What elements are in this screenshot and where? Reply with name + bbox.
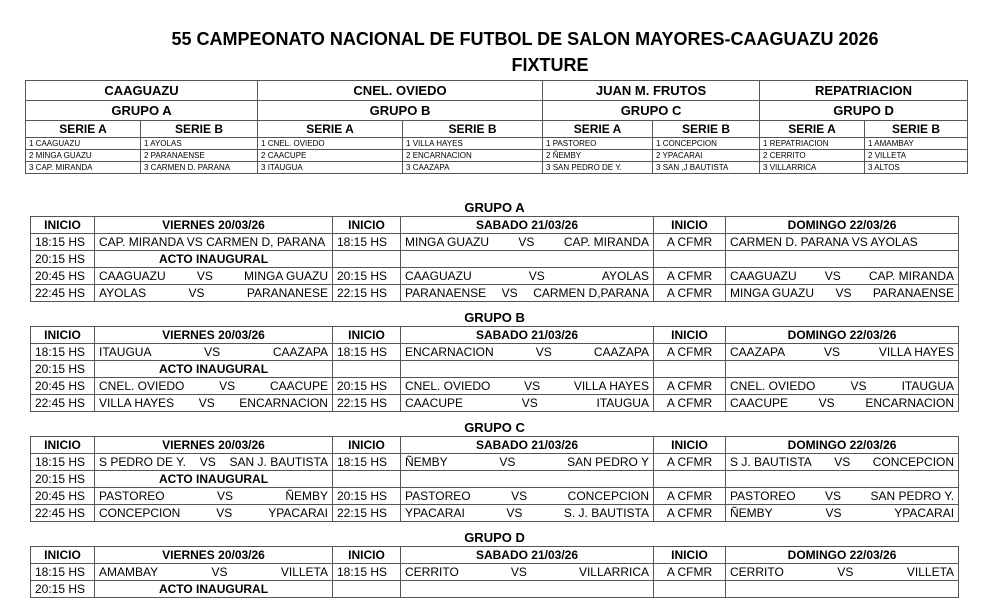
- team-cell: 3 ITAUGUA: [258, 162, 403, 174]
- time-cell: 18:15 HS: [31, 344, 95, 361]
- inicio-header: INICIO: [31, 217, 95, 234]
- home-team: CAACUPE: [405, 396, 464, 410]
- time-cell: 22:15 HS: [333, 505, 401, 522]
- team-cell: 2 CAACUPE: [258, 150, 403, 162]
- vs-label: VS: [834, 455, 851, 469]
- saturday-match: [401, 234, 654, 251]
- friday-match: [95, 454, 333, 471]
- group-title: GRUPO A: [31, 199, 959, 217]
- home-team: PASTOREO: [405, 489, 471, 503]
- saturday-match: [401, 395, 654, 412]
- team-cell: 2 YPACARAI: [653, 150, 760, 162]
- empty-cell: [401, 581, 654, 598]
- empty-cell: [726, 251, 959, 268]
- time-cell: A CFMR: [654, 395, 726, 412]
- away-team: ÑEMBY: [285, 489, 328, 503]
- team-cell: 1 AYOLAS: [141, 138, 258, 150]
- home-team: MINGA GUAZU: [405, 235, 490, 249]
- home-team: CAAGUAZU: [405, 269, 472, 283]
- viernes-header: VIERNES 20/03/26: [95, 437, 333, 454]
- match-teams: [99, 489, 328, 503]
- sunday-match: [726, 454, 959, 471]
- match-teams: [99, 396, 328, 410]
- empty-cell: [726, 361, 959, 378]
- saturday-match: [401, 285, 654, 302]
- acto-inaugural: ACTO INAUGURAL: [95, 361, 333, 378]
- time-cell: 20:45 HS: [31, 488, 95, 505]
- team-cell: 2 MINGA GUAZU: [26, 150, 141, 162]
- match-teams: [730, 379, 954, 393]
- inicio-header: INICIO: [333, 327, 401, 344]
- saturday-match: [401, 378, 654, 395]
- match-teams: [99, 565, 328, 579]
- time-cell: A CFMR: [654, 344, 726, 361]
- time-cell: A CFMR: [654, 454, 726, 471]
- home-team: AYOLAS: [99, 286, 147, 300]
- sunday-match: [726, 564, 959, 581]
- friday-match: [95, 564, 333, 581]
- vs-label: VS: [825, 489, 842, 503]
- serie-a-label: SERIE A: [26, 121, 141, 138]
- match-teams: [730, 269, 954, 283]
- team-cell: 1 CAAGUAZU: [26, 138, 141, 150]
- match-teams: [99, 286, 328, 300]
- match-teams: [405, 235, 649, 249]
- team-cell: 1 PASTOREO: [543, 138, 653, 150]
- sede-caaguazu: CAAGUAZU: [26, 81, 258, 101]
- inicio-header: INICIO: [31, 437, 95, 454]
- inicio-header: INICIO: [333, 217, 401, 234]
- vs-label: VS: [824, 269, 841, 283]
- vs-label: VS: [199, 455, 216, 469]
- away-team: CONCEPCION: [872, 455, 955, 469]
- away-team: SAN PEDRO Y: [567, 455, 649, 469]
- vs-label: VS: [511, 489, 528, 503]
- time-cell: 22:45 HS: [31, 505, 95, 522]
- empty-cell: [333, 471, 401, 488]
- vs-label: VS: [216, 489, 233, 503]
- team-cell: 3 ALTOS: [865, 162, 968, 174]
- time-cell: A CFMR: [654, 285, 726, 302]
- team-cell: 3 SAN ,J BAUTISTA: [653, 162, 760, 174]
- home-team: S PEDRO DE Y.: [99, 455, 186, 469]
- vs-label: VS: [825, 506, 842, 520]
- match-row: [31, 471, 959, 488]
- match-teams: [99, 345, 328, 359]
- home-team: PASTOREO: [99, 489, 165, 503]
- sunday-match: [726, 378, 959, 395]
- home-team: S J. BAUTISTA: [730, 455, 812, 469]
- friday-match: [95, 268, 333, 285]
- away-team: S. J. BAUTISTA: [563, 506, 649, 520]
- page-subtitle: FIXTURE: [511, 55, 589, 75]
- viernes-header: VIERNES 20/03/26: [95, 547, 333, 564]
- saturday-match: [401, 505, 654, 522]
- acto-inaugural: ACTO INAUGURAL: [95, 471, 333, 488]
- time-cell: 18:15 HS: [31, 454, 95, 471]
- vs-label: VS: [824, 345, 841, 359]
- away-team: CARMEN D,PARANA: [533, 286, 649, 300]
- home-team: YPACARAI: [405, 506, 465, 520]
- inicio-header: INICIO: [654, 437, 726, 454]
- vs-label: VS: [835, 286, 852, 300]
- home-team: CERRITO: [730, 565, 784, 579]
- empty-cell: [333, 581, 401, 598]
- home-team: PASTOREO: [730, 489, 796, 503]
- friday-match: [95, 488, 333, 505]
- time-cell: 22:15 HS: [333, 395, 401, 412]
- match-row: [31, 564, 959, 581]
- team-cell: 2 ÑEMBY: [543, 150, 653, 162]
- home-team: MINGA GUAZU: [730, 286, 815, 300]
- empty-cell: [654, 251, 726, 268]
- team-cell: 1 CONCEPCION: [653, 138, 760, 150]
- time-cell: 20:15 HS: [333, 378, 401, 395]
- vs-label: VS: [850, 379, 867, 393]
- grupo-c-label: GRUPO C: [543, 101, 760, 121]
- match-text: CAP. MIRANDA VS CARMEN D, PARANA: [99, 235, 326, 249]
- empty-cell: [401, 251, 654, 268]
- vs-label: VS: [211, 565, 228, 579]
- inicio-header: INICIO: [333, 547, 401, 564]
- team-cell: 2 CERRITO: [760, 150, 865, 162]
- inicio-header: INICIO: [654, 327, 726, 344]
- vs-label: VS: [510, 565, 527, 579]
- saturday-match: [401, 488, 654, 505]
- vs-label: VS: [499, 455, 516, 469]
- time-cell: 20:15 HS: [31, 471, 95, 488]
- inicio-header: INICIO: [654, 217, 726, 234]
- time-cell: A CFMR: [654, 378, 726, 395]
- match-teams: [99, 269, 328, 283]
- serie-b-label: SERIE B: [403, 121, 543, 138]
- sabado-header: SABADO 21/03/26: [401, 437, 654, 454]
- away-team: ITAUGUA: [901, 379, 955, 393]
- time-cell: 20:45 HS: [31, 378, 95, 395]
- match-teams: [405, 379, 649, 393]
- home-team: CNEL. OVIEDO: [730, 379, 816, 393]
- column-header-row: [31, 437, 959, 454]
- vs-label: VS: [506, 506, 523, 520]
- fixture-table-grupo-d: [30, 529, 959, 598]
- home-team: VILLA HAYES: [99, 396, 175, 410]
- home-team: ENCARNACION: [405, 345, 494, 359]
- match-row: [31, 268, 959, 285]
- vs-label: VS: [535, 345, 552, 359]
- match-teams: [405, 286, 649, 300]
- away-team: SAN J. BAUTISTA: [229, 455, 328, 469]
- away-team: CAAZAPA: [593, 345, 649, 359]
- sunday-match: [726, 268, 959, 285]
- group-title: GRUPO D: [31, 529, 959, 547]
- home-team: CAAGUAZU: [730, 269, 797, 283]
- away-team: VILLARRICA: [578, 565, 649, 579]
- fixture-table-grupo-a: [30, 199, 959, 302]
- vs-label: VS: [524, 379, 541, 393]
- match-teams: [405, 396, 649, 410]
- team-row: [26, 162, 968, 174]
- group-header-row: [31, 309, 959, 327]
- domingo-header: DOMINGO 22/03/26: [726, 327, 959, 344]
- serie-a-label: SERIE A: [543, 121, 653, 138]
- empty-cell: [654, 361, 726, 378]
- match-row: [31, 361, 959, 378]
- team-cell: 3 SAN PEDRO DE Y.: [543, 162, 653, 174]
- sabado-header: SABADO 21/03/26: [401, 547, 654, 564]
- sunday-match: [726, 344, 959, 361]
- sabado-header: SABADO 21/03/26: [401, 327, 654, 344]
- team-cell: 2 VILLETA: [865, 150, 968, 162]
- match-row: [31, 581, 959, 598]
- group-title: GRUPO B: [31, 309, 959, 327]
- team-cell: 3 CAAZAPA: [403, 162, 543, 174]
- column-header-row: [31, 547, 959, 564]
- acto-inaugural: ACTO INAUGURAL: [95, 251, 333, 268]
- match-teams: [730, 345, 954, 359]
- time-cell: 22:45 HS: [31, 285, 95, 302]
- match-teams: [405, 345, 649, 359]
- match-row: [31, 395, 959, 412]
- friday-match: [95, 378, 333, 395]
- away-team: CAACUPE: [269, 379, 328, 393]
- domingo-header: DOMINGO 22/03/26: [726, 437, 959, 454]
- away-team: ITAUGUA: [596, 396, 649, 410]
- vs-label: VS: [204, 345, 221, 359]
- acto-inaugural: ACTO INAUGURAL: [95, 581, 333, 598]
- away-team: CONCEPCION: [567, 489, 649, 503]
- sede-repatriacion: REPATRIACION: [760, 81, 968, 101]
- group-header-row: [31, 529, 959, 547]
- time-cell: 18:15 HS: [333, 234, 401, 251]
- vs-label: VS: [188, 286, 205, 300]
- match-teams: [405, 565, 649, 579]
- match-row: [31, 505, 959, 522]
- away-team: YPACARAI: [268, 506, 328, 520]
- viernes-header: VIERNES 20/03/26: [95, 217, 333, 234]
- vs-label: VS: [518, 235, 535, 249]
- away-team: CAP. MIRANDA: [563, 235, 649, 249]
- home-team: ÑEMBY: [405, 455, 448, 469]
- saturday-match: [401, 454, 654, 471]
- friday-match: [95, 285, 333, 302]
- match-row: [31, 378, 959, 395]
- sunday-match: [726, 505, 959, 522]
- empty-cell: [333, 361, 401, 378]
- team-row: [26, 138, 968, 150]
- friday-match: [95, 505, 333, 522]
- time-cell: A CFMR: [654, 564, 726, 581]
- team-row: [26, 150, 968, 162]
- empty-cell: [401, 471, 654, 488]
- match-teams: [730, 396, 954, 410]
- vs-label: VS: [837, 565, 854, 579]
- away-team: VILLA HAYES: [573, 379, 649, 393]
- time-cell: A CFMR: [654, 505, 726, 522]
- home-team: CAACUPE: [730, 396, 789, 410]
- time-cell: A CFMR: [654, 268, 726, 285]
- vs-label: VS: [196, 269, 213, 283]
- inicio-header: INICIO: [333, 437, 401, 454]
- away-team: VILLA HAYES: [878, 345, 955, 359]
- team-cell: 1 REPATRIACION: [760, 138, 865, 150]
- friday-match: [95, 344, 333, 361]
- sede-juan-m-frutos: JUAN M. FRUTOS: [543, 81, 760, 101]
- saturday-match: [401, 268, 654, 285]
- saturday-match: [401, 344, 654, 361]
- away-team: PARANAENSE: [872, 286, 955, 300]
- time-cell: 20:15 HS: [31, 361, 95, 378]
- match-text: CARMEN D. PARANA VS AYOLAS: [730, 235, 918, 249]
- match-row: [31, 488, 959, 505]
- time-cell: 18:15 HS: [333, 564, 401, 581]
- match-row: [31, 234, 959, 251]
- empty-cell: [401, 361, 654, 378]
- away-team: SAN PEDRO Y.: [870, 489, 955, 503]
- time-cell: 20:15 HS: [31, 251, 95, 268]
- away-team: CAAZAPA: [272, 345, 328, 359]
- empty-cell: [654, 581, 726, 598]
- friday-match: [95, 395, 333, 412]
- time-cell: 22:45 HS: [31, 395, 95, 412]
- serie-a-label: SERIE A: [258, 121, 403, 138]
- vs-label: VS: [528, 269, 545, 283]
- empty-cell: [333, 251, 401, 268]
- vs-label: VS: [219, 379, 236, 393]
- grupo-a-label: GRUPO A: [26, 101, 258, 121]
- time-cell: A CFMR: [654, 488, 726, 505]
- home-team: CONCEPCION: [99, 506, 181, 520]
- page-title: 55 CAMPEONATO NACIONAL DE FUTBOL DE SALON MAYORES-CAAGUAZU 2026: [171, 29, 879, 49]
- time-cell: 20:15 HS: [31, 581, 95, 598]
- team-cell: 1 VILLA HAYES: [403, 138, 543, 150]
- match-row: [31, 285, 959, 302]
- friday-match: [95, 234, 333, 251]
- serie-b-label: SERIE B: [141, 121, 258, 138]
- match-teams: [730, 565, 954, 579]
- home-team: AMAMBAY: [99, 565, 159, 579]
- sunday-match: [726, 395, 959, 412]
- home-team: CAAGUAZU: [99, 269, 166, 283]
- team-cell: 3 CAP. MIRANDA: [26, 162, 141, 174]
- home-team: ÑEMBY: [730, 506, 773, 520]
- column-header-row: [31, 217, 959, 234]
- domingo-header: DOMINGO 22/03/26: [726, 547, 959, 564]
- group-header-row: [31, 419, 959, 437]
- match-teams: [730, 455, 954, 469]
- time-cell: 18:15 HS: [31, 564, 95, 581]
- match-teams: [99, 506, 328, 520]
- match-teams: [730, 489, 954, 503]
- away-team: VILLETA: [906, 565, 955, 579]
- inicio-header: INICIO: [31, 327, 95, 344]
- inicio-header: INICIO: [31, 547, 95, 564]
- sunday-match: [726, 234, 959, 251]
- home-team: ITAUGUA: [99, 345, 152, 359]
- away-team: ENCARNACION: [865, 396, 955, 410]
- serie-a-label: SERIE A: [760, 121, 865, 138]
- match-row: [31, 454, 959, 471]
- match-teams: [405, 506, 649, 520]
- away-team: PARANANESE: [246, 286, 328, 300]
- home-team: CNEL. OVIEDO: [99, 379, 185, 393]
- vs-label: VS: [216, 506, 233, 520]
- sabado-header: SABADO 21/03/26: [401, 217, 654, 234]
- groups-summary-table: [25, 80, 968, 174]
- group-header-row: [31, 199, 959, 217]
- team-cell: 3 CARMEN D. PARANA: [141, 162, 258, 174]
- empty-cell: [726, 471, 959, 488]
- time-cell: 22:15 HS: [333, 285, 401, 302]
- away-team: AYOLAS: [601, 269, 649, 283]
- vs-label: VS: [198, 396, 215, 410]
- match-teams: [99, 455, 328, 469]
- column-header-row: [31, 327, 959, 344]
- time-cell: 18:15 HS: [333, 344, 401, 361]
- grupo-b-label: GRUPO B: [258, 101, 543, 121]
- sunday-match: [726, 488, 959, 505]
- match-teams: [405, 269, 649, 283]
- time-cell: A CFMR: [654, 234, 726, 251]
- team-cell: 2 PARANAENSE: [141, 150, 258, 162]
- time-cell: 18:15 HS: [333, 454, 401, 471]
- team-cell: 2 ENCARNACION: [403, 150, 543, 162]
- vs-label: VS: [521, 396, 538, 410]
- vs-label: VS: [501, 286, 518, 300]
- fixture-table-grupo-c: [30, 419, 959, 522]
- time-cell: 20:15 HS: [333, 268, 401, 285]
- match-teams: [99, 379, 328, 393]
- fixture-table-grupo-b: [30, 309, 959, 412]
- match-row: [31, 251, 959, 268]
- serie-b-label: SERIE B: [865, 121, 968, 138]
- empty-cell: [654, 471, 726, 488]
- team-cell: 1 CNEL. OVIEDO: [258, 138, 403, 150]
- team-cell: 3 VILLARRICA: [760, 162, 865, 174]
- away-team: MINGA GUAZU: [243, 269, 328, 283]
- home-team: CERRITO: [405, 565, 459, 579]
- match-teams: [730, 506, 954, 520]
- inicio-header: INICIO: [654, 547, 726, 564]
- group-title: GRUPO C: [31, 419, 959, 437]
- empty-cell: [726, 581, 959, 598]
- match-teams: [405, 489, 649, 503]
- team-cell: 1 AMAMBAY: [865, 138, 968, 150]
- grupo-d-label: GRUPO D: [760, 101, 968, 121]
- away-team: ENCARNACION: [239, 396, 328, 410]
- sunday-match: [726, 285, 959, 302]
- viernes-header: VIERNES 20/03/26: [95, 327, 333, 344]
- home-team: CAAZAPA: [730, 345, 786, 359]
- time-cell: 20:45 HS: [31, 268, 95, 285]
- match-teams: [405, 455, 649, 469]
- home-team: CNEL. OVIEDO: [405, 379, 491, 393]
- time-cell: 18:15 HS: [31, 234, 95, 251]
- away-team: VILLETA: [280, 565, 328, 579]
- match-teams: [730, 286, 954, 300]
- time-cell: 20:15 HS: [333, 488, 401, 505]
- match-row: [31, 344, 959, 361]
- away-team: CAP. MIRANDA: [868, 269, 955, 283]
- saturday-match: [401, 564, 654, 581]
- serie-b-label: SERIE B: [653, 121, 760, 138]
- vs-label: VS: [818, 396, 835, 410]
- sede-cnel-oviedo: CNEL. OVIEDO: [258, 81, 543, 101]
- away-team: YPACARAI: [894, 506, 955, 520]
- domingo-header: DOMINGO 22/03/26: [726, 217, 959, 234]
- home-team: PARANAENSE: [405, 286, 487, 300]
